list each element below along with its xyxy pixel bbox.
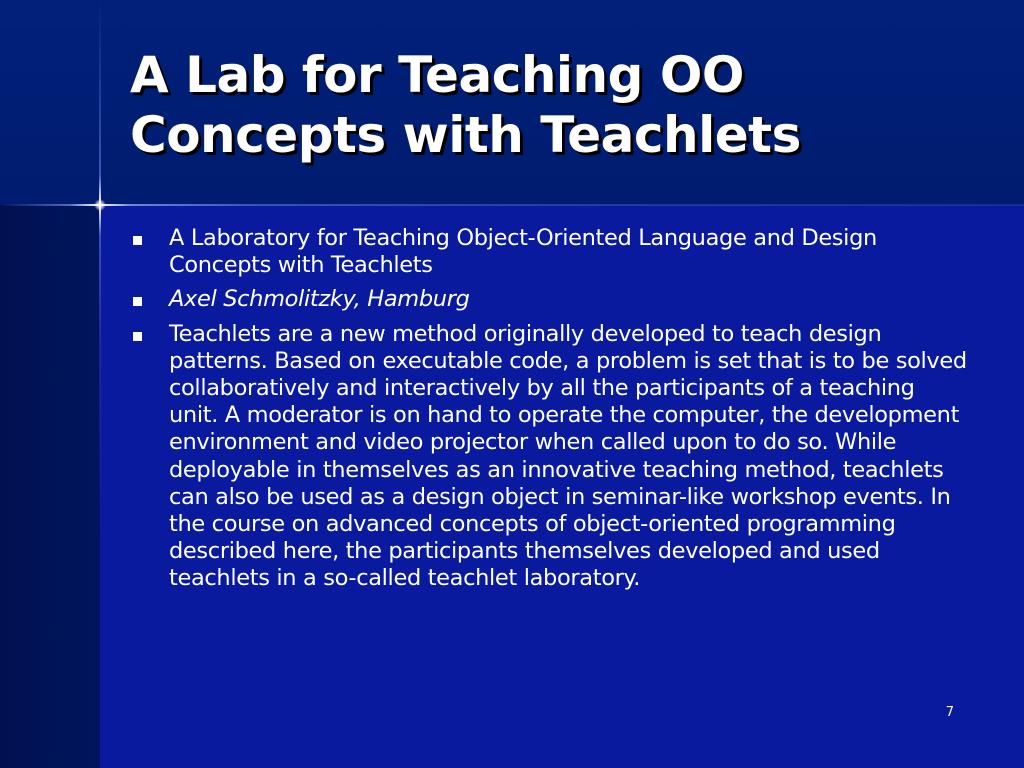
slide-page-number: 7: [945, 705, 954, 720]
square-bullet-icon: [133, 297, 142, 306]
bullet-text: Axel Schmolitzky, Hamburg: [169, 286, 470, 313]
left-column-band: [0, 205, 100, 768]
vertical-accent-line: [99, 0, 101, 768]
slide-title: A Lab for Teaching OO Concepts with Teachlets: [130, 46, 801, 164]
bullet-item: [130, 225, 970, 279]
bullet-text: A Laboratory for Teaching Object-Oriented Language and Design Concepts with Teachlets: [169, 225, 877, 279]
sparkle-core: [94, 199, 106, 211]
square-bullet-icon: [133, 332, 142, 341]
sparkle-icon: [70, 175, 130, 235]
horizontal-accent-line: [0, 204, 1024, 206]
bullet-text: Teachlets are a new method originally developed to teach design patterns. Based on executable code, a problem is set that is to be solved collaboratively and interactively by all the participants of a teaching unit. A moderator is on hand to operate the computer, the development environment and video projector when called upon to do so. While deployable in themselves as an innovative teaching method, teachlets can also be used as a design object in seminar-like workshop events. In the course on advanced concepts of object-oriented programming described here, the participants themselves developed and used teachlets in a so-called teachlet laboratory.: [169, 320, 967, 592]
bullet-item-author: [130, 286, 970, 313]
bullet-item-description: [130, 321, 970, 593]
bullet-list: [130, 225, 970, 600]
square-bullet-icon: [133, 236, 142, 245]
